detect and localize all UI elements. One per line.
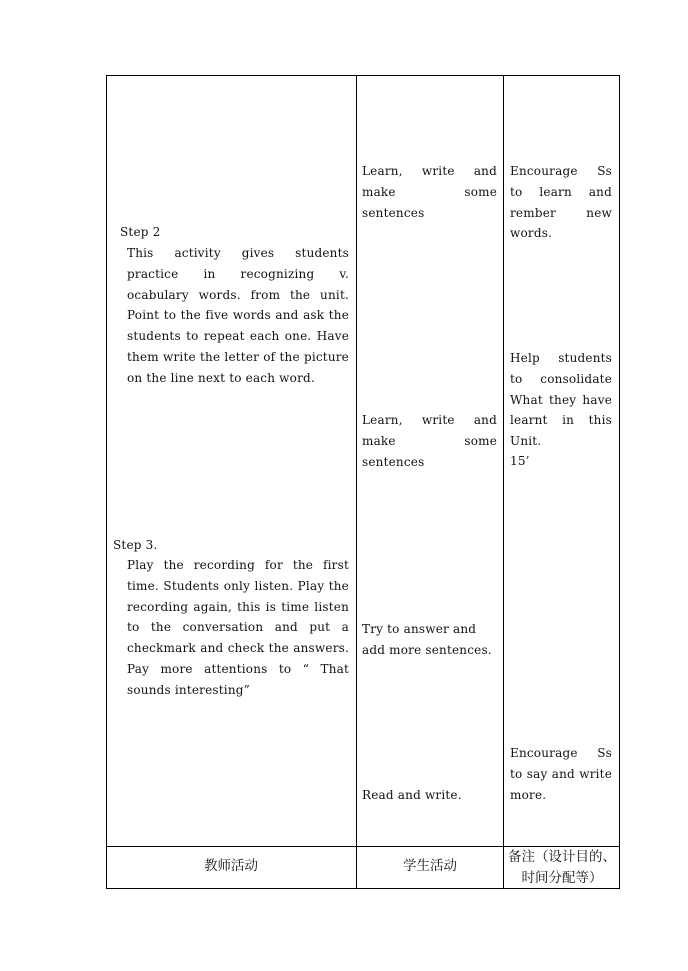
step3-title: Step 3.	[113, 538, 158, 552]
footer-student-activity: 学生活动	[403, 858, 457, 874]
note-2-time: 15’	[510, 454, 530, 468]
step2-body: This activity gives students practice in recognizing v. ocabulary words. from the unit. Point to the five words and ask the students to repeat each one. Have them write the letter of the picture on the line next to each word.	[127, 246, 349, 385]
note-3: Encourage Ss to say and write more.	[510, 746, 612, 802]
student-activity-3: Try to answer and add more sentences.	[362, 622, 492, 657]
student-activity-1: Learn, write and make some sentences	[362, 164, 497, 220]
student-activity-2: Learn, write and make some sentences	[362, 413, 497, 469]
step2-title: Step 2	[120, 225, 161, 239]
step3-body: Play the recording for the first time. Students only listen. Play the recording again, this is time listen to the conversation and put a checkmark and check the answers. Pay more attentions to “ That sounds interesting”	[127, 558, 349, 697]
table-border-top	[106, 75, 620, 76]
footer-teacher-activity: 教师活动	[204, 858, 258, 874]
footer-notes: 备注（设计目的、时间分配等）	[508, 849, 616, 886]
column-divider-1	[356, 75, 357, 889]
note-2: Help students to consolidate What they have learnt in this Unit.	[510, 351, 612, 449]
student-activity-4: Read and write.	[362, 788, 462, 802]
note-1: Encourage Ss to learn and rember new words.	[510, 164, 612, 241]
lesson-plan-table	[106, 75, 620, 889]
table-border-right	[619, 75, 620, 889]
column-divider-2	[503, 75, 504, 889]
table-border-left	[106, 75, 107, 889]
